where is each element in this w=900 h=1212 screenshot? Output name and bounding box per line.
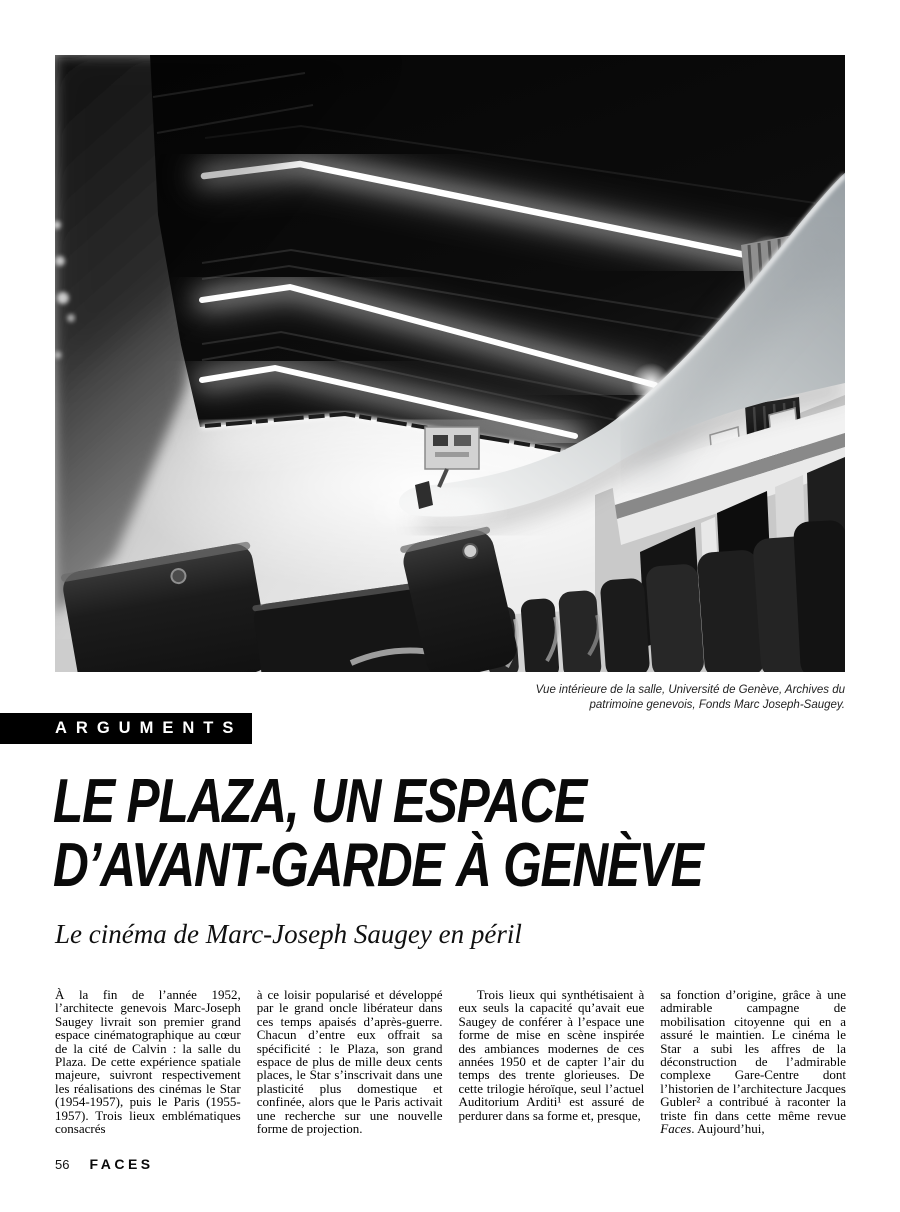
photo-caption: [415, 683, 845, 712]
body-column-4: [660, 988, 846, 1135]
body-column-4-italic: Faces: [660, 1121, 692, 1137]
article-body: [55, 988, 846, 1135]
body-column-2: à ce loisir popularisé et développé par le grand oncle libérateur dans ces temps apaisés d’après-guerre. Chacun d’entre eux offrait sa spécificité : le Plaza, son grand espace de plus de mille deux cents places, le Star s’inscrivait dans une plasticité plus domestique et confinée, alors que le Paris activait une recherche sur une nouvelle forme de projection.: [256, 987, 443, 1137]
body-column-4-tail: . Aujourd’hui,: [691, 1121, 765, 1137]
article-headline: [53, 767, 703, 900]
section-kicker: [0, 713, 252, 744]
headline-line1: LE PLAZA, UN ESPACE: [53, 767, 586, 836]
section-kicker-label: ARGUMENTS: [55, 719, 243, 737]
body-column-3: Trois lieux qui synthétisaient à eux seuls la capacité qu’avait eue Saugey de conférer à l’espace une forme de mise en scène inspirée des ambiances modernes de ces années 1950 et de capter l’air du temps des trente glorieuses. De cette trilogie héroïque, seul l’actuel Auditorium Arditi¹ est assuré de perdurer dans sa forme et, presque,: [458, 987, 645, 1123]
photo-figure: [55, 55, 845, 672]
headline-line2: D’AVANT-GARDE À GENÈVE: [53, 831, 703, 900]
page-number: 56: [55, 1157, 70, 1172]
cinema-photo: [55, 55, 845, 672]
magazine-name: FACES: [89, 1156, 154, 1172]
body-column-1: À la fin de l’année 1952, l’architecte genevois Marc-Joseph Saugey livrait son premier grand espace cinématographique au cœur de la cité de Calvin : la salle du Plaza. De cette expérience spatiale majeure, suivront respectivement les réalisations des cinémas le Star (1954-1957), puis le Paris (1955-1957). Trois lieux emblématiques consacrés: [55, 987, 241, 1137]
page-footer: [55, 1156, 154, 1172]
photo-caption-line1: Vue intérieure de la salle, Université de Genève, Archives du: [535, 684, 845, 696]
body-column-4-text: sa fonction d’origine, grâce à une admirable campagne de mobilisation citoyenne qui en a assuré le maintien. Le cinéma le Star a subi les affres de la déconstruction de l’admirable complexe Gare-Centre dont l’historien de l’architecture Jacques Gubler² a contribué à raconter la triste fin dans cette même revue: [660, 987, 846, 1123]
photo-caption-line2: patrimoine genevois, Fonds Marc Joseph-Saugey.: [589, 698, 845, 711]
article-subtitle: Le cinéma de Marc-Joseph Saugey en péril: [55, 919, 522, 949]
